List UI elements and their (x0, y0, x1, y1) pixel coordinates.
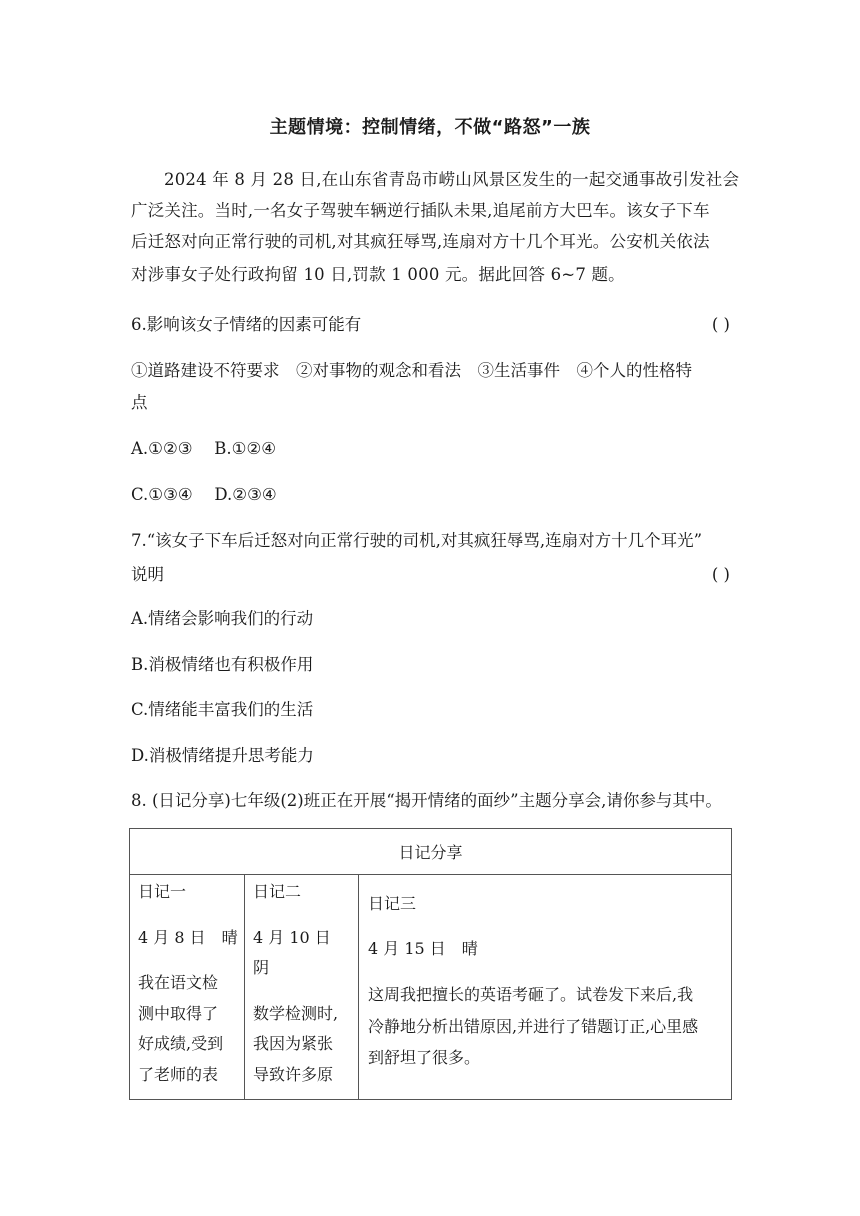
intro-line-2: 广泛关注。当时,一名女子驾驶车辆逆行插队未果,追尾前方大巴车。该女子下车 (131, 201, 710, 220)
question-6-choices-ab: A.①②③ B.①②④ (131, 439, 277, 458)
diary-3-text-line: 冷静地分析出错原因,并进行了错题订正,心里感 (368, 1017, 699, 1036)
question-6-options-line-2: 点 (131, 393, 148, 412)
diary-1-title: 日记一 (138, 882, 187, 901)
question-8-stem: 8. (日记分享)七年级(2)班正在开展“揭开情绪的面纱”主题分享会,请你参与其中。 (131, 791, 722, 810)
diary-2-cell (245, 875, 359, 1100)
intro-line-1: 2024 年 8 月 28 日,在山东省青岛市崂山风景区发生的一起交通事故引发社会 (164, 170, 740, 189)
diary-1-cell (130, 875, 245, 1100)
diary-1-text-line: 好成绩,受到 (138, 1034, 224, 1053)
question-7-choice-c: C.情绪能丰富我们的生活 (131, 700, 314, 719)
diary-2-text-line: 我因为紧张 (253, 1034, 334, 1053)
diary-1-date: 4 月 8 日 晴 (138, 928, 238, 947)
diary-3-text-line: 到舒坦了很多。 (368, 1048, 481, 1067)
question-7-choice-d: D.消极情绪提升思考能力 (131, 746, 314, 765)
page-title: 主题情境：控制情绪，不做“路怒”一族 (269, 117, 591, 138)
diary-table (129, 828, 732, 1100)
diary-3-date: 4 月 15 日 晴 (368, 939, 478, 958)
question-6-answer-blank: ( ) (711, 315, 730, 334)
diary-1-text-line: 我在语文检 (138, 973, 219, 992)
question-7-choice-a: A.情绪会影响我们的行动 (131, 609, 314, 628)
intro-line-3: 后迁怒对向正常行驶的司机,对其疯狂辱骂,连扇对方十几个耳光。公安机关依法 (131, 232, 710, 251)
question-6-options-line-1: ①道路建设不符要求 ②对事物的观念和看法 ③生活事件 ④个人的性格特 (131, 361, 692, 380)
diary-2-text-line: 数学检测时, (253, 1004, 339, 1023)
question-7-answer-blank: ( ) (711, 565, 730, 584)
question-7-stem-line-2: 说明 (131, 565, 164, 584)
diary-2-text-line: 导致许多原 (253, 1065, 334, 1084)
intro-line-4: 对涉事女子处行政拘留 10 日,罚款 1 000 元。据此回答 6~7 题。 (131, 265, 625, 284)
diary-3-text-line: 这周我把擅长的英语考砸了。试卷发下来后,我 (368, 985, 694, 1004)
diary-3-title: 日记三 (368, 894, 417, 913)
diary-1-text-line: 了老师的表 (138, 1065, 219, 1084)
question-6-choices-cd: C.①③④ D.②③④ (131, 485, 277, 504)
question-7-stem-line-1: 7.“该女子下车后迁怒对向正常行驶的司机,对其疯狂辱骂,连扇对方十几个耳光” (131, 531, 703, 550)
diary-1-text-line: 测中取得了 (138, 1004, 219, 1023)
question-7-choice-b: B.消极情绪也有积极作用 (131, 655, 314, 674)
question-6-stem: 6.影响该女子情绪的因素可能有 (131, 315, 362, 334)
diary-2-weather: 阴 (253, 958, 270, 977)
diary-3-cell (359, 875, 732, 1100)
diary-2-date: 4 月 10 日 (253, 928, 331, 947)
diary-2-title: 日记二 (253, 882, 302, 901)
diary-table-header: 日记分享 (130, 829, 732, 875)
